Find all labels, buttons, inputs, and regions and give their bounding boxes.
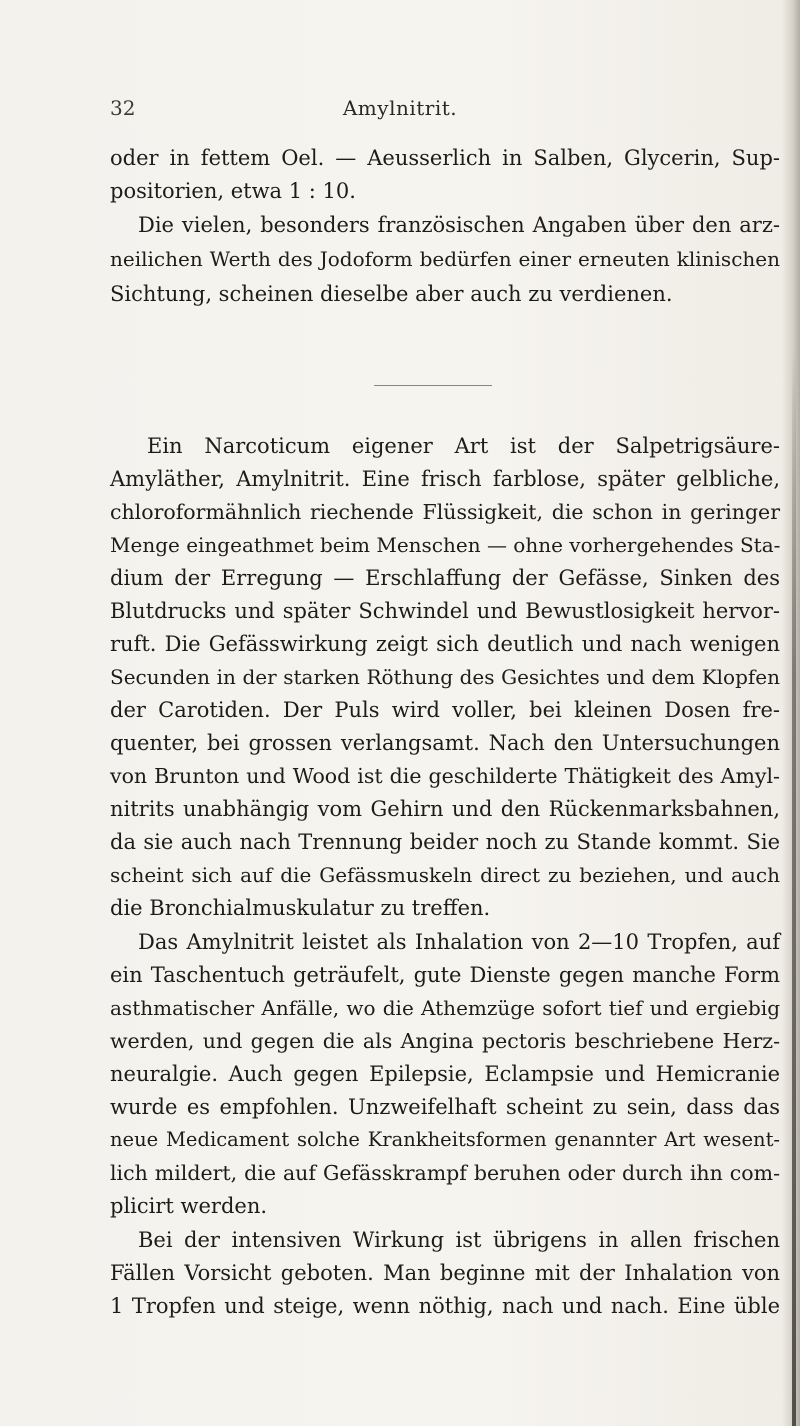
text-line: lich mildert, die auf Gefässkrampf beruhen oder durch ihn com- [110, 1161, 780, 1185]
text-line: werden, und gegen die als Angina pectoris beschriebene Herz- [110, 1029, 780, 1053]
text-line: Bei der intensiven Wirkung ist übrigens in allen frischen [138, 1228, 780, 1252]
text-line: neuralgie. Auch gegen Epilepsie, Eclampsie und Hemicranie [110, 1062, 780, 1086]
text-line: Das Amylnitrit leistet als Inhalation von 2—10 Tropfen, auf [138, 930, 780, 954]
page-number: 32 [110, 96, 136, 120]
text-line: oder in fettem Oel. — Aeusserlich in Salben, Glycerin, Sup- [110, 146, 780, 170]
text-line: asthmatischer Anfälle, wo die Athemzüge sofort tief und ergiebig [110, 996, 780, 1020]
text-line: nitrits unabhängig vom Gehirn und den Rückenmarksbahnen, [110, 797, 780, 821]
text-line: quenter, bei grossen verlangsamt. Nach den Untersuchungen [110, 731, 780, 755]
text-line: wurde es empfohlen. Unzweifelhaft scheint zu sein, dass das [110, 1095, 780, 1119]
text-line: chloroformähnlich riechende Flüssigkeit, die schon in geringer [110, 500, 780, 524]
text-line: Ein Narcoticum eigener Art ist der Salpetrigsäure- [147, 434, 780, 458]
running-title: Amylnitrit. [342, 96, 458, 120]
text-line: Fällen Vorsicht geboten. Man beginne mit der Inhalation von [110, 1261, 780, 1285]
text-line: positorien, etwa 1 : 10. [110, 179, 356, 203]
text-line: Menge eingeathmet beim Menschen — ohne vorhergehendes Sta- [110, 533, 781, 557]
text-line: die Bronchialmuskulatur zu treffen. [110, 896, 491, 920]
text-line: ruft. Die Gefässwirkung zeigt sich deutlich und nach wenigen [110, 632, 780, 656]
text-line: neue Medicament solche Krankheitsformen genannter Art wesent- [110, 1128, 780, 1151]
text-line: scheint sich auf die Gefässmuskeln direct zu beziehen, und auch [110, 863, 780, 887]
text-line: Die vielen, besonders französischen Angaben über den arz- [138, 213, 780, 237]
text-line: neilichen Werth des Jodoform bedürfen einer erneuten klinischen [110, 247, 780, 271]
text-line: 1 Tropfen und steige, wenn nöthig, nach und nach. Eine üble [110, 1294, 780, 1318]
text-line: Secunden in der starken Röthung des Gesichtes und dem Klopfen [110, 665, 780, 689]
section-separator [374, 385, 492, 386]
text-line: dium der Erregung — Erschlaffung der Gefässe, Sinken des [110, 566, 780, 590]
text-line: der Carotiden. Der Puls wird voller, bei kleinen Dosen fre- [110, 698, 780, 722]
text-line: von Brunton und Wood ist die geschilderte Thätigkeit des Amyl- [110, 764, 780, 788]
text-line: Blutdrucks und später Schwindel und Bewustlosigkeit hervor- [110, 599, 780, 623]
text-line: da sie auch nach Trennung beider noch zu Stande kommt. Sie [110, 830, 780, 854]
text-line: Amyläther, Amylnitrit. Eine frisch farblose, später gelbliche, [110, 467, 780, 491]
page-edge-shadow [782, 0, 800, 1426]
page-edge-line [792, 350, 796, 1426]
text-line: Sichtung, scheinen dieselbe aber auch zu verdienen. [110, 282, 673, 306]
text-line: ein Taschentuch geträufelt, gute Dienste gegen manche Form [110, 963, 780, 987]
text-line: plicirt werden. [110, 1194, 268, 1218]
